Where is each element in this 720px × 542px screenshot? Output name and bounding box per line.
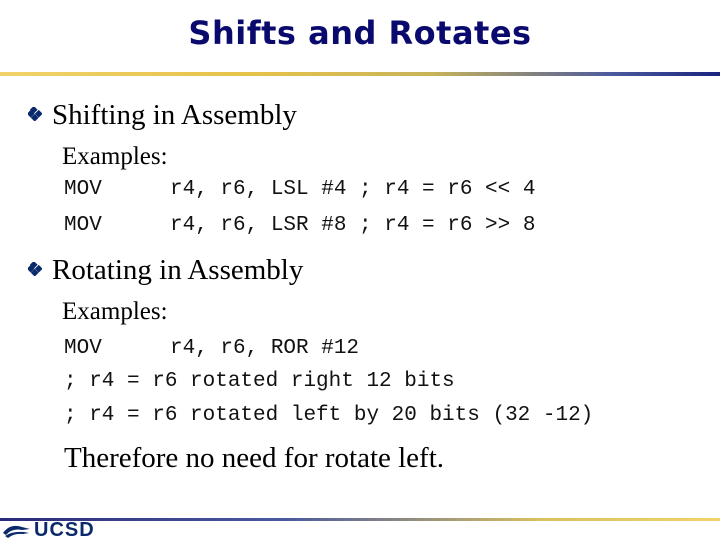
code-args: r4, r6, LSR #8 ; r4 = r6 >> 8	[170, 214, 536, 237]
bullet-heading: Shifting in Assembly	[52, 99, 297, 131]
footer-divider	[0, 518, 720, 521]
conclusion-text: Therefore no need for rotate left.	[64, 442, 445, 474]
diamond-bullet-icon	[28, 107, 42, 121]
code-args: r4, r6, ROR #12	[170, 337, 360, 360]
title-divider	[0, 72, 720, 76]
code-line	[64, 370, 455, 393]
code-op: MOV	[64, 337, 102, 360]
code-line	[64, 178, 535, 201]
code-comment: ; r4 = r6 rotated right 12 bits	[64, 370, 455, 393]
bullet-shifting	[28, 99, 297, 131]
code-op: MOV	[64, 178, 102, 201]
slide-title: Shifts and Rotates	[188, 14, 532, 52]
bullet-rotating	[28, 254, 303, 286]
ucsd-logo	[2, 520, 95, 540]
code-comment: ; r4 = r6 rotated left by 20 bits (32 -12)	[64, 404, 594, 427]
bullet-heading: Rotating in Assembly	[52, 254, 304, 286]
code-op: MOV	[64, 214, 102, 237]
examples-label: Examples:	[62, 143, 168, 170]
code-line	[64, 214, 535, 237]
code-line	[64, 337, 359, 360]
examples-label: Examples:	[62, 298, 168, 325]
code-line	[64, 404, 593, 427]
logo-text: UCSD	[34, 518, 95, 541]
ucsd-logo-icon	[2, 521, 32, 539]
code-args: r4, r6, LSL #4 ; r4 = r6 << 4	[170, 178, 536, 201]
diamond-bullet-icon	[28, 262, 42, 276]
